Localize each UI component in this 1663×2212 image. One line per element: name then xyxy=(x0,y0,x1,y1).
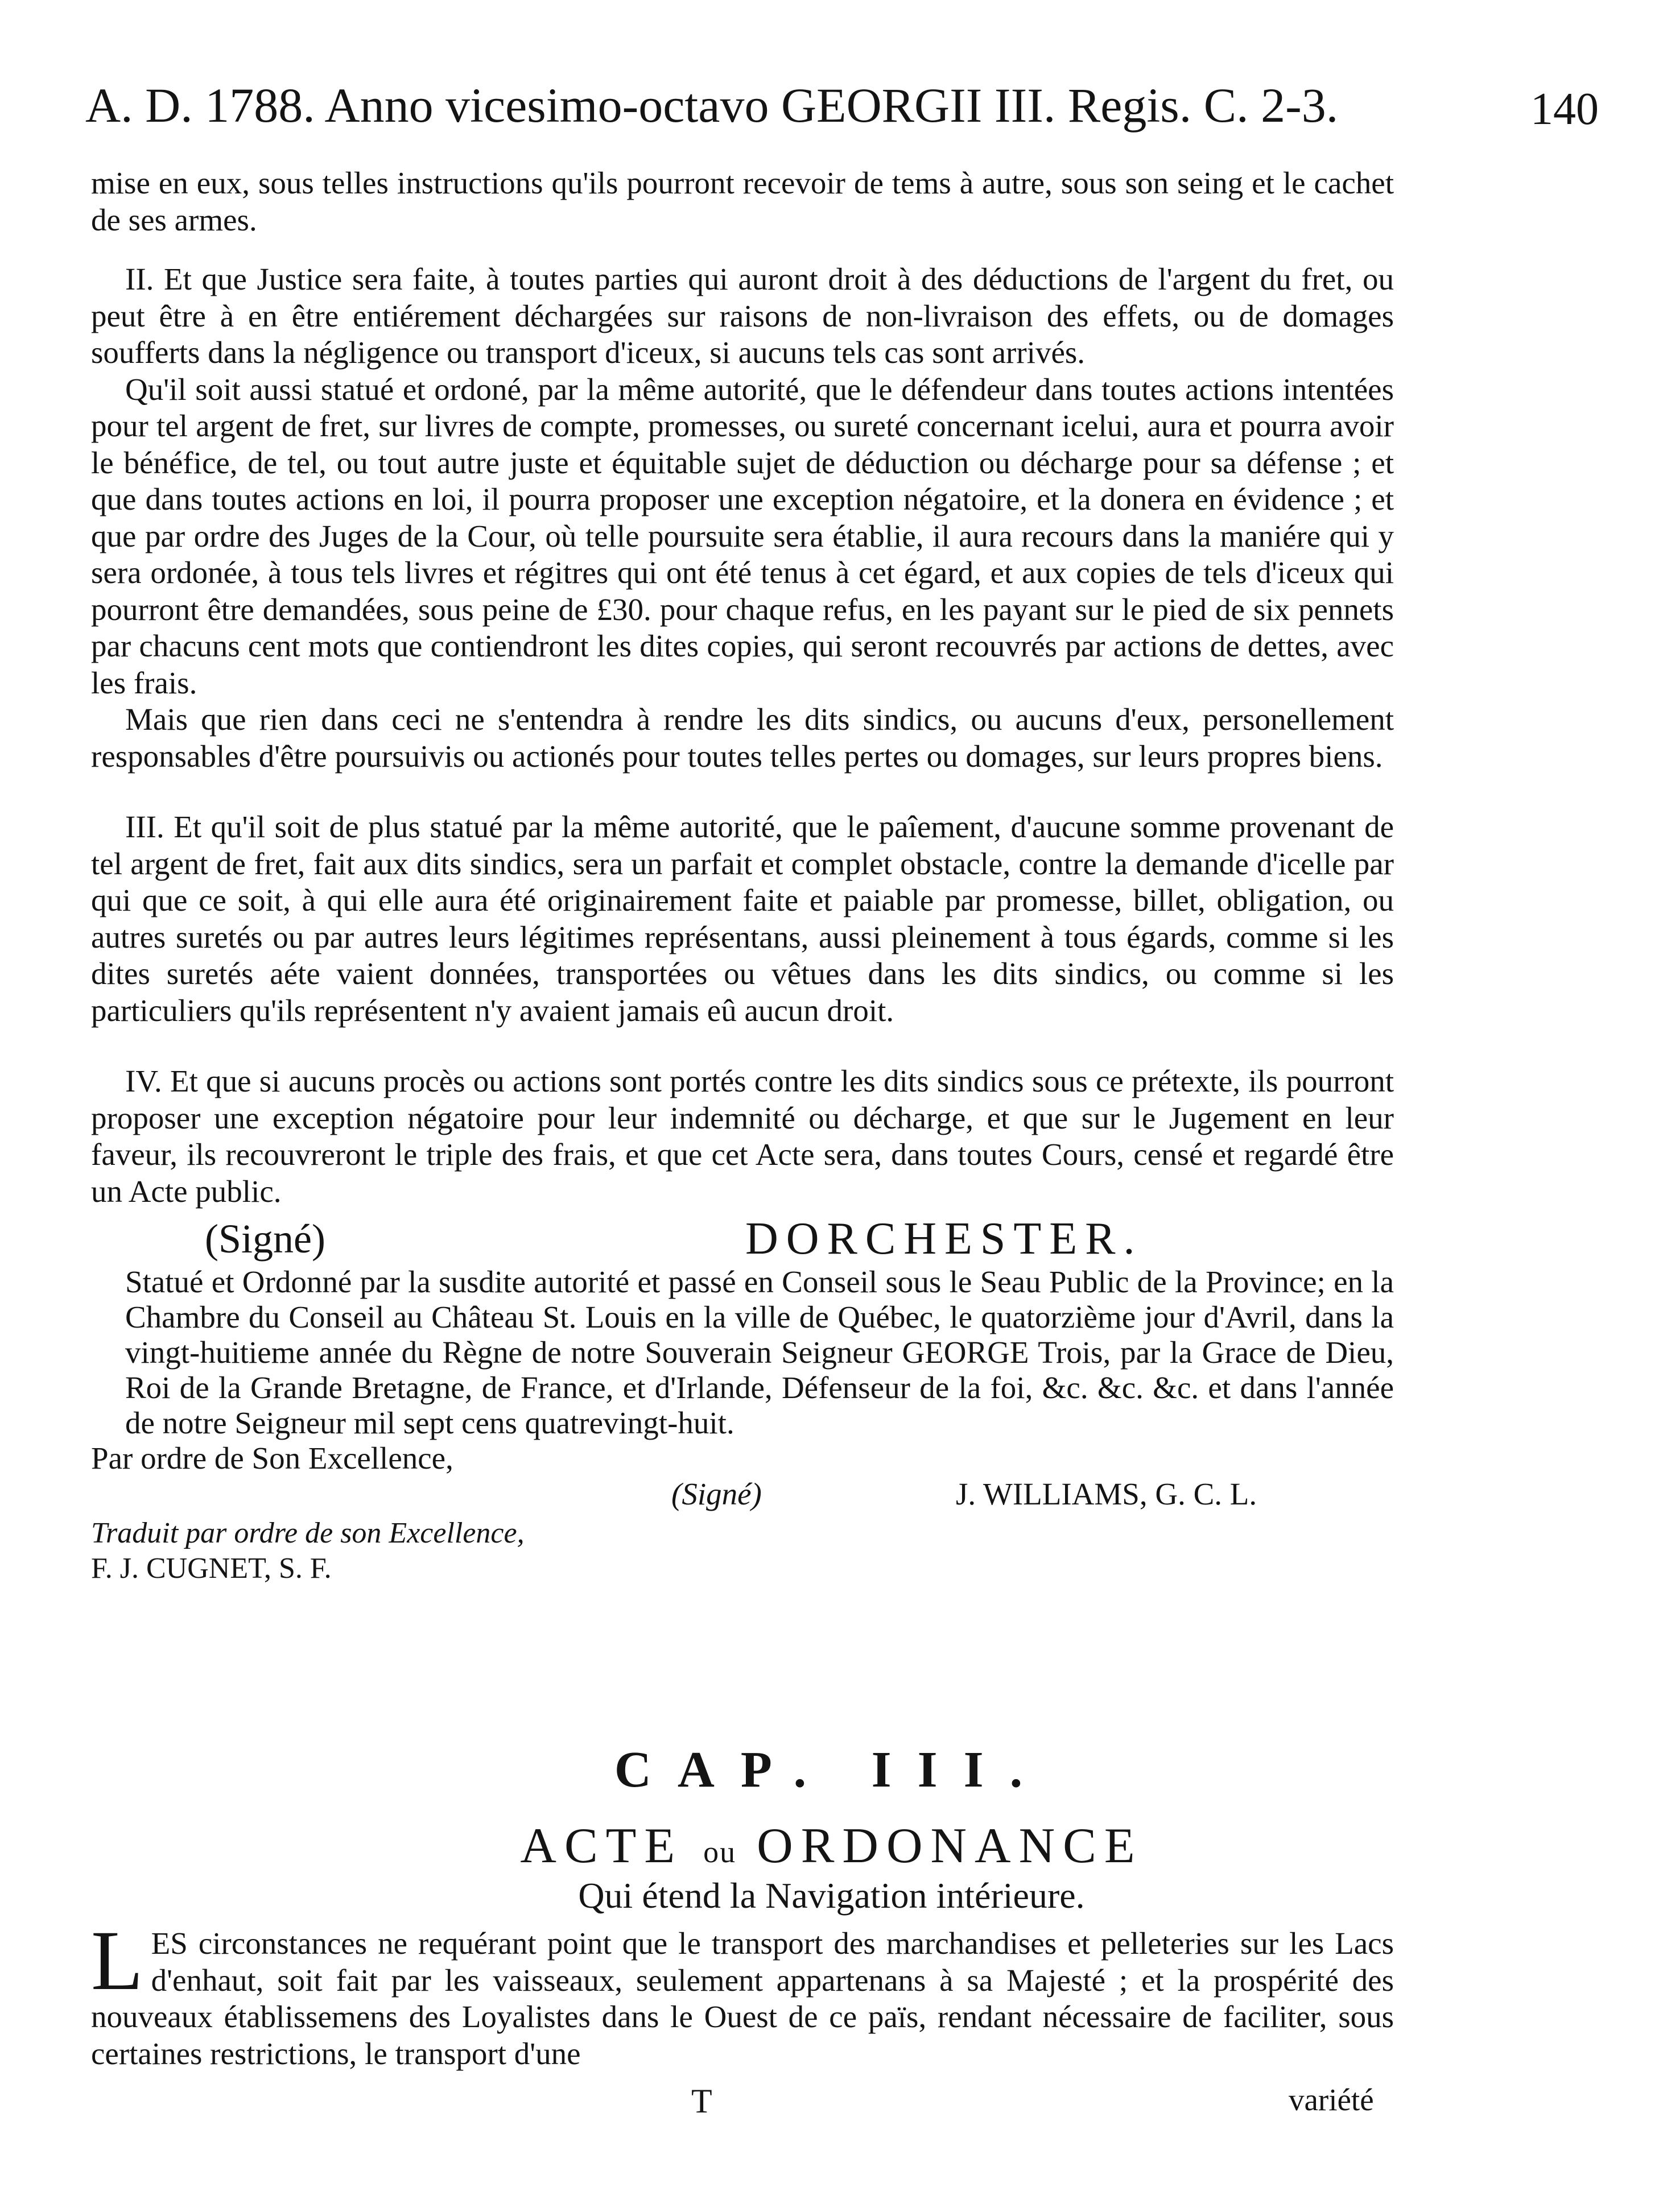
section-iv: IV. Et que si aucuns procès ou actions sont portés contre les dits sindics sous ce prétexte, ils pourront proposer une exception négatoire pour leur indemnité ou décharge, et que sur le Jugement en leur faveur, ils recouvreront le triple des frais, et que cet Acte sera, dans toutes Cours, censé et regardé être un Acte public. xyxy=(91,1064,1394,1209)
chapter-heading: CAP. III. xyxy=(614,1742,1049,1798)
translator-note: Traduit par ordre de son Excellence, xyxy=(91,1517,525,1549)
act-subtitle: Qui étend la Navigation intérieure. xyxy=(578,1875,1085,1916)
preamble-text: ES circonstances ne requérant point que le transport des marchandises et pelleteries sur les Lacs d'enhaut, soit fait par les vaisseaux, seulement appartenans à sa Majesté ; et la prospérité des nouveaux établissemens des Loyalistes dans le Ouest de ce païs, rendant nécessaire de faciliter, sous certaines restrictions, le transport d'une xyxy=(91,1926,1394,2071)
secretary-name: J. WILLIAMS, G. C. L. xyxy=(956,1477,1257,1511)
act-preamble xyxy=(91,1913,1394,2072)
signe-label: (Signé) xyxy=(205,1216,325,1262)
act-title-ou: ou xyxy=(703,1835,737,1869)
translator-name: F. J. CUGNET, S. F. xyxy=(91,1552,332,1585)
signe-label-secondary: (Signé) xyxy=(671,1477,762,1511)
secretary-signature-row xyxy=(91,1476,1394,1516)
page-number: 140 xyxy=(1530,84,1599,134)
signature-row xyxy=(91,1213,1394,1264)
enactment-clause: Statué et Ordonné par la susdite autorité et passé en Conseil sous le Seau Public de la Province; en la Chambre du Conseil au Château St. Louis en la ville de Québec, le quatorzième jour d'Avril, dans la vingt-huitieme année du Règne de notre Souverain Seigneur GEORGE Trois, par la Grace de Dieu, Roi de la Grande Bretagne, de France, et d'Irlande, Défenseur de la foi, &c. &c. &c. et dans l'année de notre Seigneur mil sept cens quatrevingt-huit. xyxy=(125,1264,1394,1440)
paragraph-continuation: mise en eux, sous telles instructions qu'ils pourront recevoir de tems à autre, sous son seing et le cachet de ses armes. xyxy=(91,166,1394,237)
paragraph-mais: Mais que rien dans ceci ne s'entendra à rendre les dits sindics, ou aucuns d'eux, personellement responsables d'être poursuivis ou actionés pour toutes telles pertes ou domages, sur leurs propres biens. xyxy=(91,702,1394,774)
signature-mark: T xyxy=(691,2082,712,2120)
act-title-part1: ACTE xyxy=(520,1818,683,1874)
section-ii: II. Et que Justice sera faite, à toutes parties qui auront droit à des déductions de l'argent du fret, ou peut être à en être entiérement déchargées sur raisons de non-livraison des effets, ou de domages soufferts dans la négligence ou transport d'iceux, si aucuns tels cas sont arrivés. xyxy=(91,262,1394,370)
section-iii: III. Et qu'il soit de plus statué par la même autorité, que le paîement, d'aucune somme provenant de tel argent de fret, fait aux dits sindics, sera un parfait et complet obstacle, contre la demande d'icelle par qui que ce soit, à qui elle aura été originairement faite et paiable par promesse, billet, obligation, ou autres suretés ou par autres leurs légitimes représentans, aussi pleinement à tous égards, comme si les dites suretés aéte vaient données, transportées ou vêtues dans les dits sindics, ou comme si les particuliers qu'ils représentent n'y avaient jamais eû aucun droit. xyxy=(91,809,1394,1028)
body-text xyxy=(91,165,1394,1586)
running-head: A. D. 1788. Anno vicesimo-octavo GEORGII III. Regis. C. 2-3. xyxy=(85,78,1339,133)
par-ordre: Par ordre de Son Excellence, xyxy=(91,1441,453,1475)
drop-cap: L xyxy=(91,1913,143,2008)
catchword: variété xyxy=(1289,2082,1374,2117)
paragraph-quil-soit: Qu'il soit aussi statué et ordoné, par la même autorité, que le défendeur dans toutes actions intentées pour tel argent de fret, sur livres de compte, promesses, ou sureté concernant icelui, aura et pourra avoir le bénéfice, de tel, ou tout autre juste et équitable sujet de déduction ou décharge pour sa défense ; et que dans toutes actions en loi, il pourra proposer une exception négatoire, et la donera en évidence ; et que par ordre des Juges de la Cour, où telle poursuite sera établie, il aura recours dans la maniére qui y sera ordonée, à tous tels livres et régitres qui ont été tenus à cet égard, et aux copies de tels d'iceux qui pourront être demandées, sous peine de £30. pour chaque refus, en les payant sur le pied de six pennets par chacuns cent mots que contiendront les dites copies, qui seront recouvrés par actions de dettes, avec les frais. xyxy=(91,371,1394,700)
signatory-name: DORCHESTER. xyxy=(745,1214,1143,1264)
act-title-part2: ORDONANCE xyxy=(757,1818,1143,1874)
act-title xyxy=(0,1817,1663,1875)
